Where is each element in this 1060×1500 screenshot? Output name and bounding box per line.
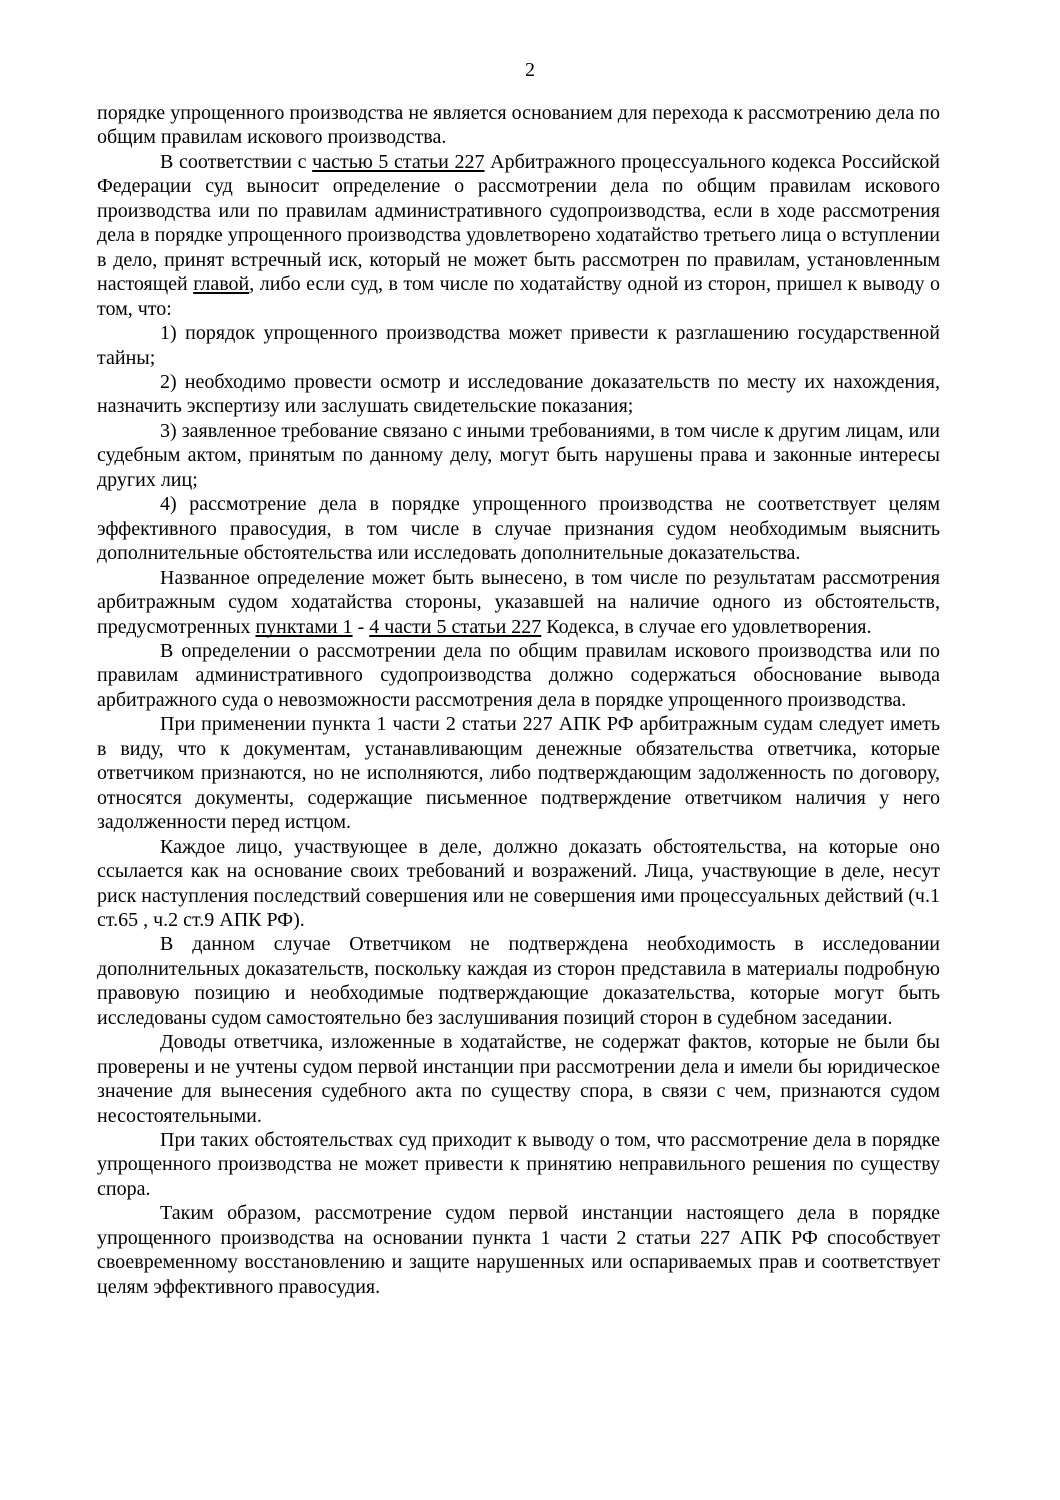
paragraph [97,1201,940,1299]
underlined-text: пунктами 1 [255,615,353,638]
text-run: 4) рассмотрение дела в порядке упрощенного производства не соответствует целям эффективного правосудия, в том числе в случае признания судом необходимым выяснить дополнительные обстоятельства или исследовать дополнительные доказательства. [97,493,940,565]
text-run: В данном случае Ответчиком не подтверждена необходимость в исследовании дополнительных доказательств, поскольку каждая из сторон представила в материалы подробную правовую позицию и необходимые подтверждающие доказательства, которые могут быть исследованы судом самостоятельно без заслушивания позиций сторон в судебном заседании. [97,933,940,1029]
text-run: Названное определение может быть вынесено, в том числе по результатам рассмотрения арбитражным судом ходатайства стороны, указавшей на наличие одного из обстоятельств, предусмотренных [97,566,940,638]
paragraph [97,150,940,321]
paragraph [97,835,940,933]
underlined-text: 4 части 5 статьи 227 [369,615,542,638]
text-run: При применении пункта 1 части 2 статьи 227 АПК РФ арбитражным судам следует иметь в виду, что к документам, устанавливающим денежные обязательства ответчика, которые ответчиком признаются, но не исполняются, либо подтверждающим задолженность по договору, относятся документы, содержащие письменное подтверждение ответчиком наличия у него задолженности перед истцом. [97,713,940,834]
text-run: - [352,615,370,638]
paragraph [97,566,940,639]
underlined-text: главой [193,273,250,296]
text-run: Каждое лицо, участвующее в деле, должно доказать обстоятельства, на которые оно ссылается как на основание своих требований и возражений. Лица, участвующие в деле, несут риск наступления последствий совершения или не совершения ими процессуальных действий (ч.1 ст.65 , ч.2 ст.9 АПК РФ). [97,835,940,931]
paragraph [97,712,940,834]
paragraph [97,1030,940,1128]
text-run: В соответствии с [160,150,313,173]
text-run: , либо если суд, в том числе по ходатайству одной из сторон, пришел к выводу о том, что: [97,273,940,320]
text-run: порядке упрощенного производства не является основанием для перехода к рассмотрению дела по общим правилам искового производства. [97,102,940,149]
document-body [97,101,940,1299]
paragraph [97,639,940,712]
text-run: 1) порядок упрощенного производства может привести к разглашению государственной тайны; [97,322,940,369]
text-run: Таким образом, рассмотрение судом первой инстанции настоящего дела в порядке упрощенного производства на основании пункта 1 части 2 статьи 227 АПК РФ способствует своевременному восстановлению и защите нарушенных или оспариваемых прав и соответствует целям эффективного правосудия. [97,1202,940,1298]
page-number: 2 [525,59,535,81]
text-run: При таких обстоятельствах суд приходит к выводу о том, что рассмотрение дела в порядке упрощенного производства не может привести к принятию неправильного решения по существу спора. [97,1129,940,1200]
text-run: В определении о рассмотрении дела по общим правилам искового производства или по правилам административного судопроизводства должно содержаться обоснование вывода арбитражного суда о невозможности рассмотрения дела в порядке упрощенного производства. [97,639,940,711]
text-run: Кодекса, в случае его удовлетворения. [541,615,872,638]
text-run: 2) необходимо провести осмотр и исследование доказательств по месту их нахождения, назначить экспертизу или заслушать свидетельские показания; [97,370,940,418]
paragraph [97,1128,940,1201]
paragraph [97,932,940,1030]
paragraph [97,321,940,370]
text-run: Арбитражного процессуального кодекса Российской Федерации суд выносит определение о рассмотрении дела по общим правилам искового производства или по правилам административного судопроизводства, если в ходе рассмотрения дела в порядке упрощенного производства удовлетворено ходатайство третьего лица о вступлении в дело, принят встречный иск, который не может быть рассмотрен по правилам, установленным настоящей [97,150,940,296]
paragraph [97,101,940,150]
paragraph [97,419,940,492]
text-run: Доводы ответчика, изложенные в ходатайстве, не содержат фактов, которые не были бы проверены и не учтены судом первой инстанции при рассмотрении дела и имели бы юридическое значение для вынесения судебного акта по существу спора, в связи с чем, признаются судом несостоятельными. [97,1031,940,1127]
underlined-text: частью 5 статьи 227 [312,150,485,173]
text-run: 3) заявленное требование связано с иными требованиями, в том числе к другим лицам, или судебным актом, принятым по данному делу, могут быть нарушены права и законные интересы других лиц; [97,419,940,491]
paragraph [97,370,940,419]
paragraph [97,492,940,565]
